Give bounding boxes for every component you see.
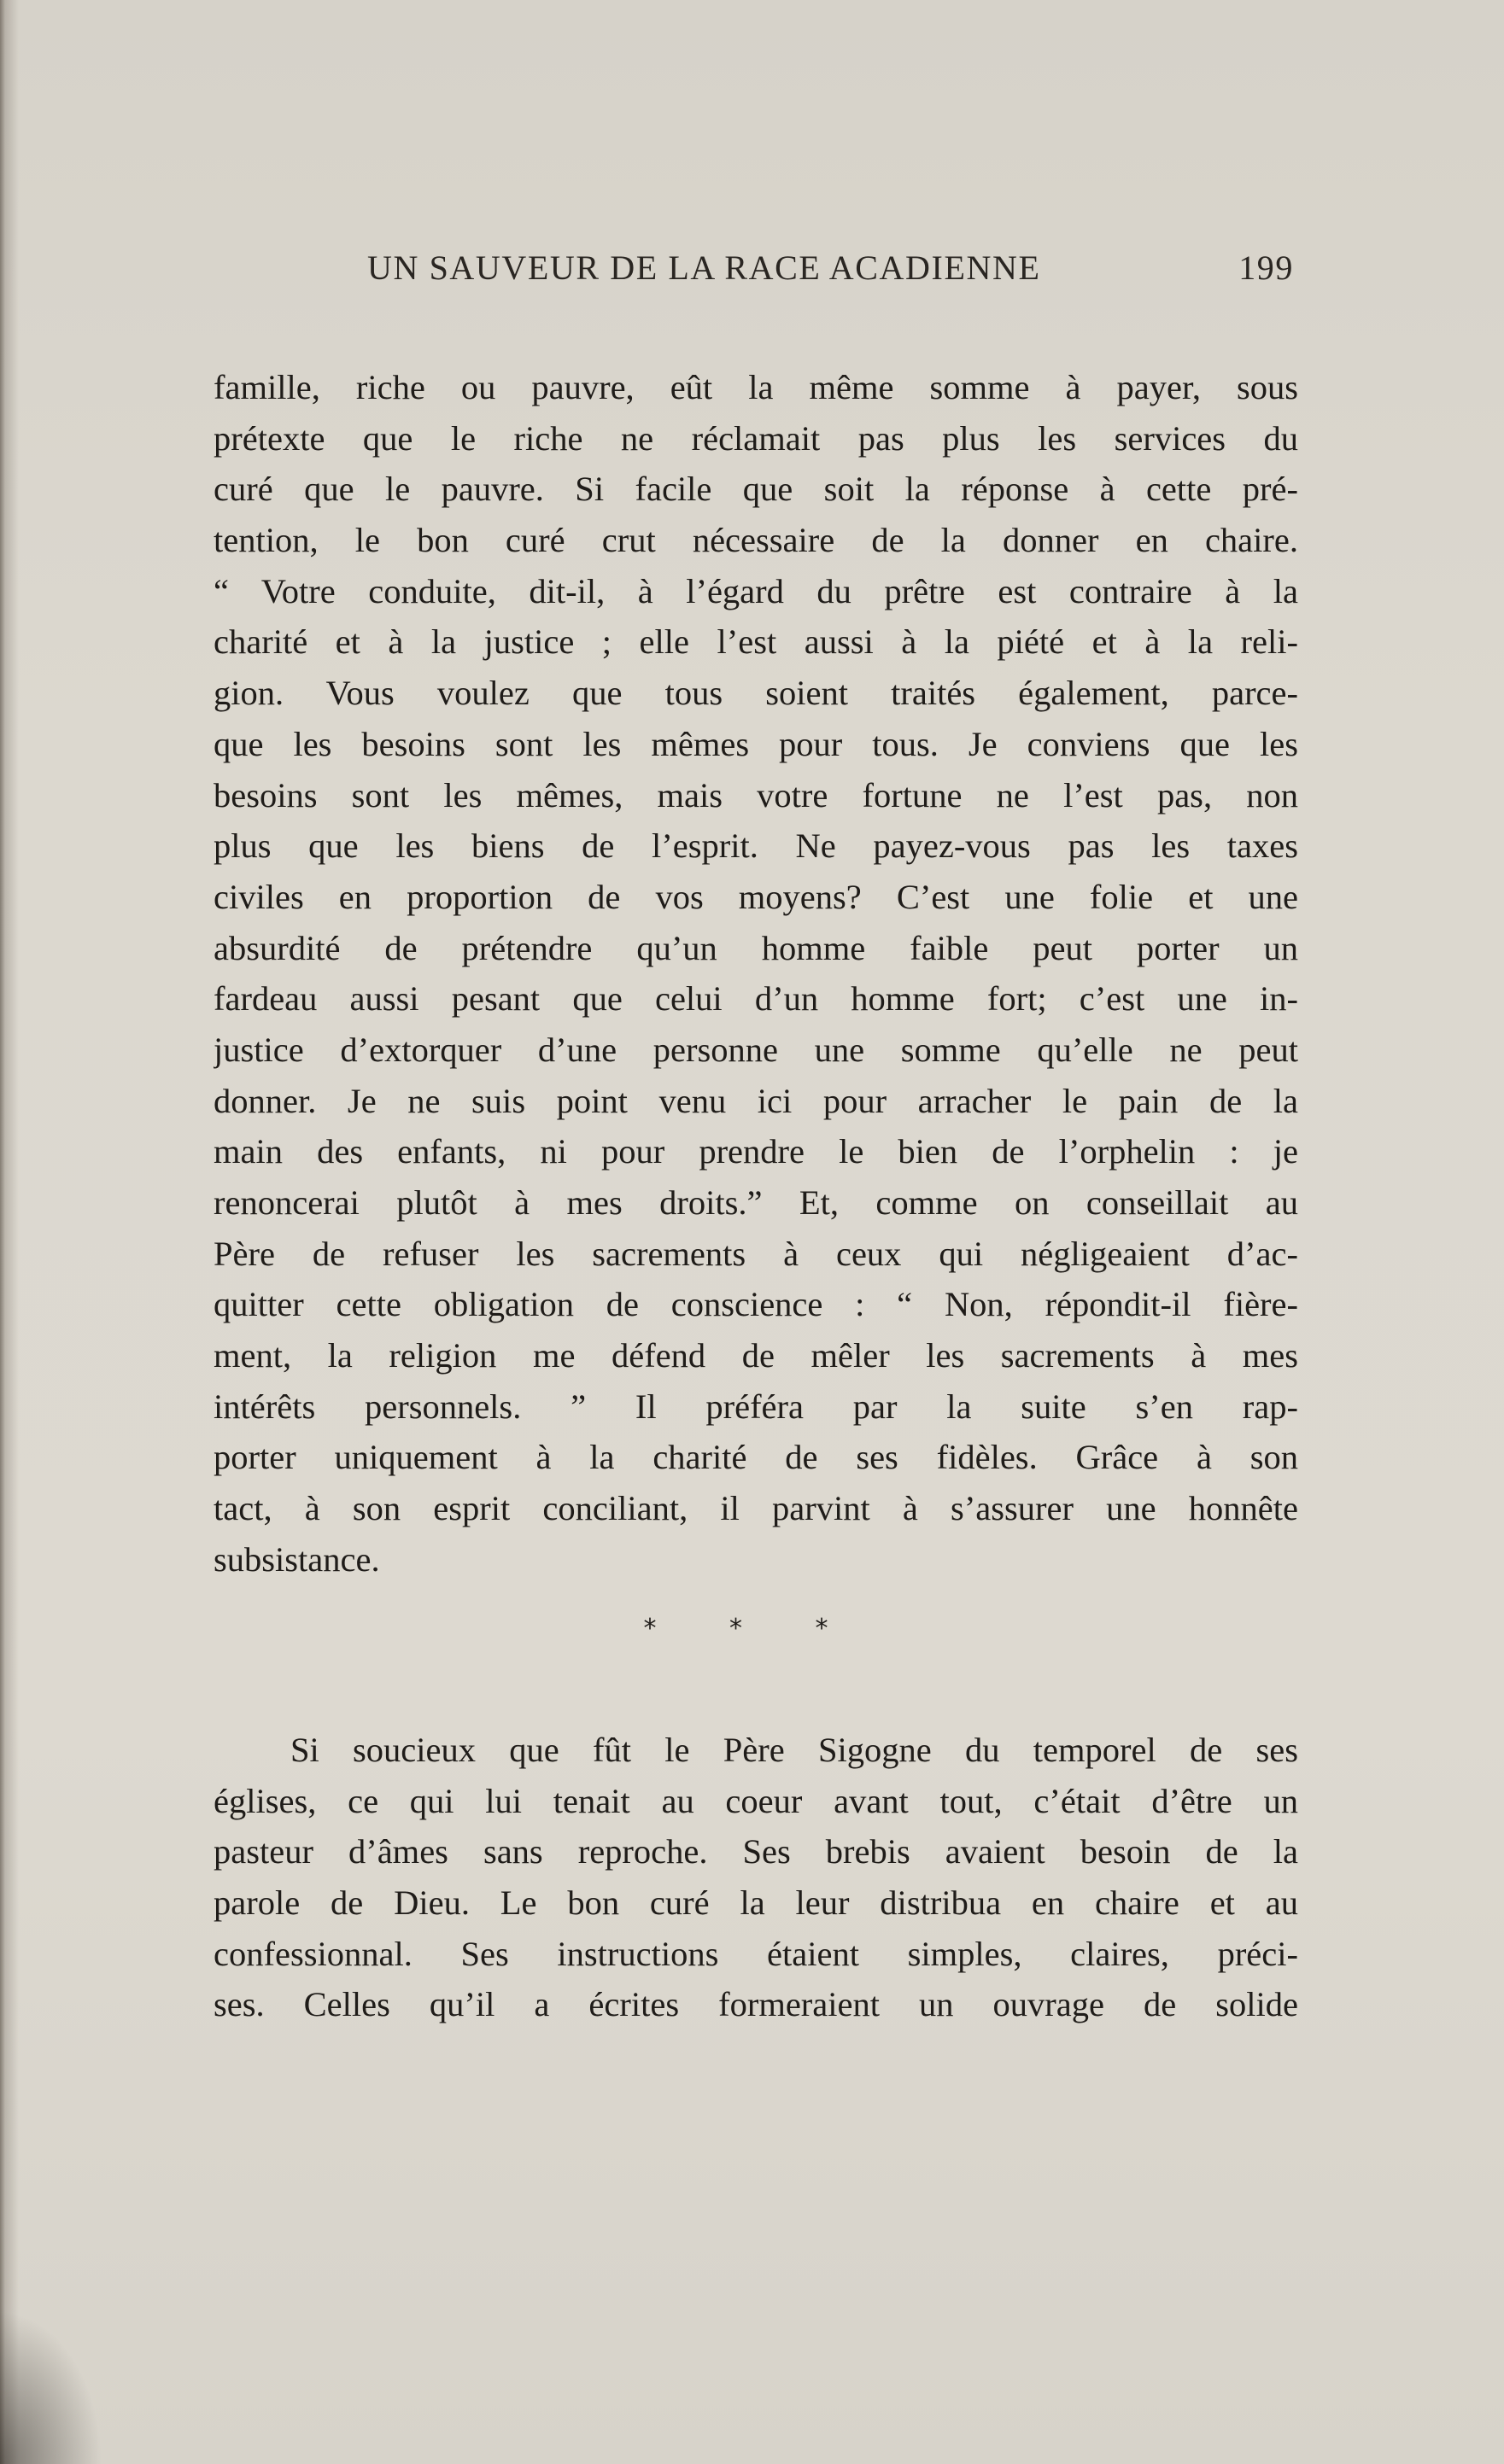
text-line: donner. Je ne suis point venu ici pour arracher le pain de la	[214, 1081, 1298, 1120]
text-line: subsistance.	[214, 1539, 380, 1579]
text-line: fardeau aussi pesant que celui d’un homme fort; c’est une in-	[214, 979, 1298, 1019]
text-line: famille, riche ou pauvre, eût la même somme à payer, sous	[214, 368, 1298, 406]
section-break: * * *	[643, 1614, 861, 1644]
text-line: Père de refuser les sacrements à ceux qui négligeaient d’ac-	[214, 1234, 1298, 1273]
text-line: que les besoins sont les mêmes pour tous. Je conviens que les	[214, 724, 1298, 763]
text-line: ses. Celles qu’il a écrites formeraient un ouvrage de solide	[214, 1985, 1298, 2024]
text-line: plus que les biens de l’esprit. Ne payez-vous pas les taxes	[214, 826, 1298, 866]
text-line: charité et à la justice ; elle l’est aussi à la piété et à la reli-	[214, 622, 1298, 662]
text-line: églises, ce qui lui tenait au coeur avant tout, c’était d’être un	[214, 1781, 1298, 1820]
text-line: pasteur d’âmes sans reproche. Ses brebis avaient besoin de la	[214, 1832, 1298, 1871]
text-line: tact, à son esprit conciliant, il parvint à s’assurer une honnête	[214, 1489, 1298, 1528]
text-line: gion. Vous voulez que tous soient traités également, parce-	[214, 674, 1298, 713]
text-line: civiles en proportion de vos moyens? C’est une folie et une	[214, 877, 1298, 916]
text-line: justice d’extorquer d’une personne une somme qu’elle ne peut	[214, 1030, 1298, 1069]
text-line: tention, le bon curé crut nécessaire de la donner en chaire.	[214, 521, 1298, 560]
text-line: besoins sont les mêmes, mais votre fortune ne l’est pas, non	[214, 775, 1298, 815]
text-line: quitter cette obligation de conscience : “ Non, répondit-il fière-	[214, 1285, 1298, 1324]
text-line: confessionnal. Ses instructions étaient simples, claires, préci-	[214, 1934, 1298, 1973]
text-line: parole de Dieu. Le bon curé la leur distribua en chaire et au	[214, 1883, 1298, 1923]
running-title: UN SAUVEUR DE LA RACE ACADIENNE	[367, 248, 1041, 287]
text-line: curé que le pauvre. Si facile que soit la réponse à cette pré-	[214, 470, 1298, 509]
text-line: prétexte que le riche ne réclamait pas plus les services du	[214, 418, 1298, 458]
text-line: Si soucieux que fût le Père Sigogne du temporel de ses	[290, 1731, 1298, 1769]
text-line: intérêts personnels. ” Il préféra par la suite s’en rap-	[214, 1387, 1298, 1426]
text-line: porter uniquement à la charité de ses fidèles. Grâce à son	[214, 1438, 1298, 1477]
paragraph-1	[214, 362, 1298, 1585]
text-line: renoncerai plutôt à mes droits.” Et, comme on conseillait au	[214, 1183, 1298, 1222]
text-line: main des enfants, ni pour prendre le bien de l’orphelin : je	[214, 1132, 1298, 1171]
text-line: “ Votre conduite, dit-il, à l’égard du prêtre est contraire à la	[214, 571, 1298, 610]
paragraph-2	[214, 1725, 1298, 2030]
text-line: ment, la religion me défend de mêler les sacrements à mes	[214, 1336, 1298, 1375]
text-line: absurdité de prétendre qu’un homme faible peut porter un	[214, 928, 1298, 967]
page-number: 199	[1238, 248, 1294, 287]
